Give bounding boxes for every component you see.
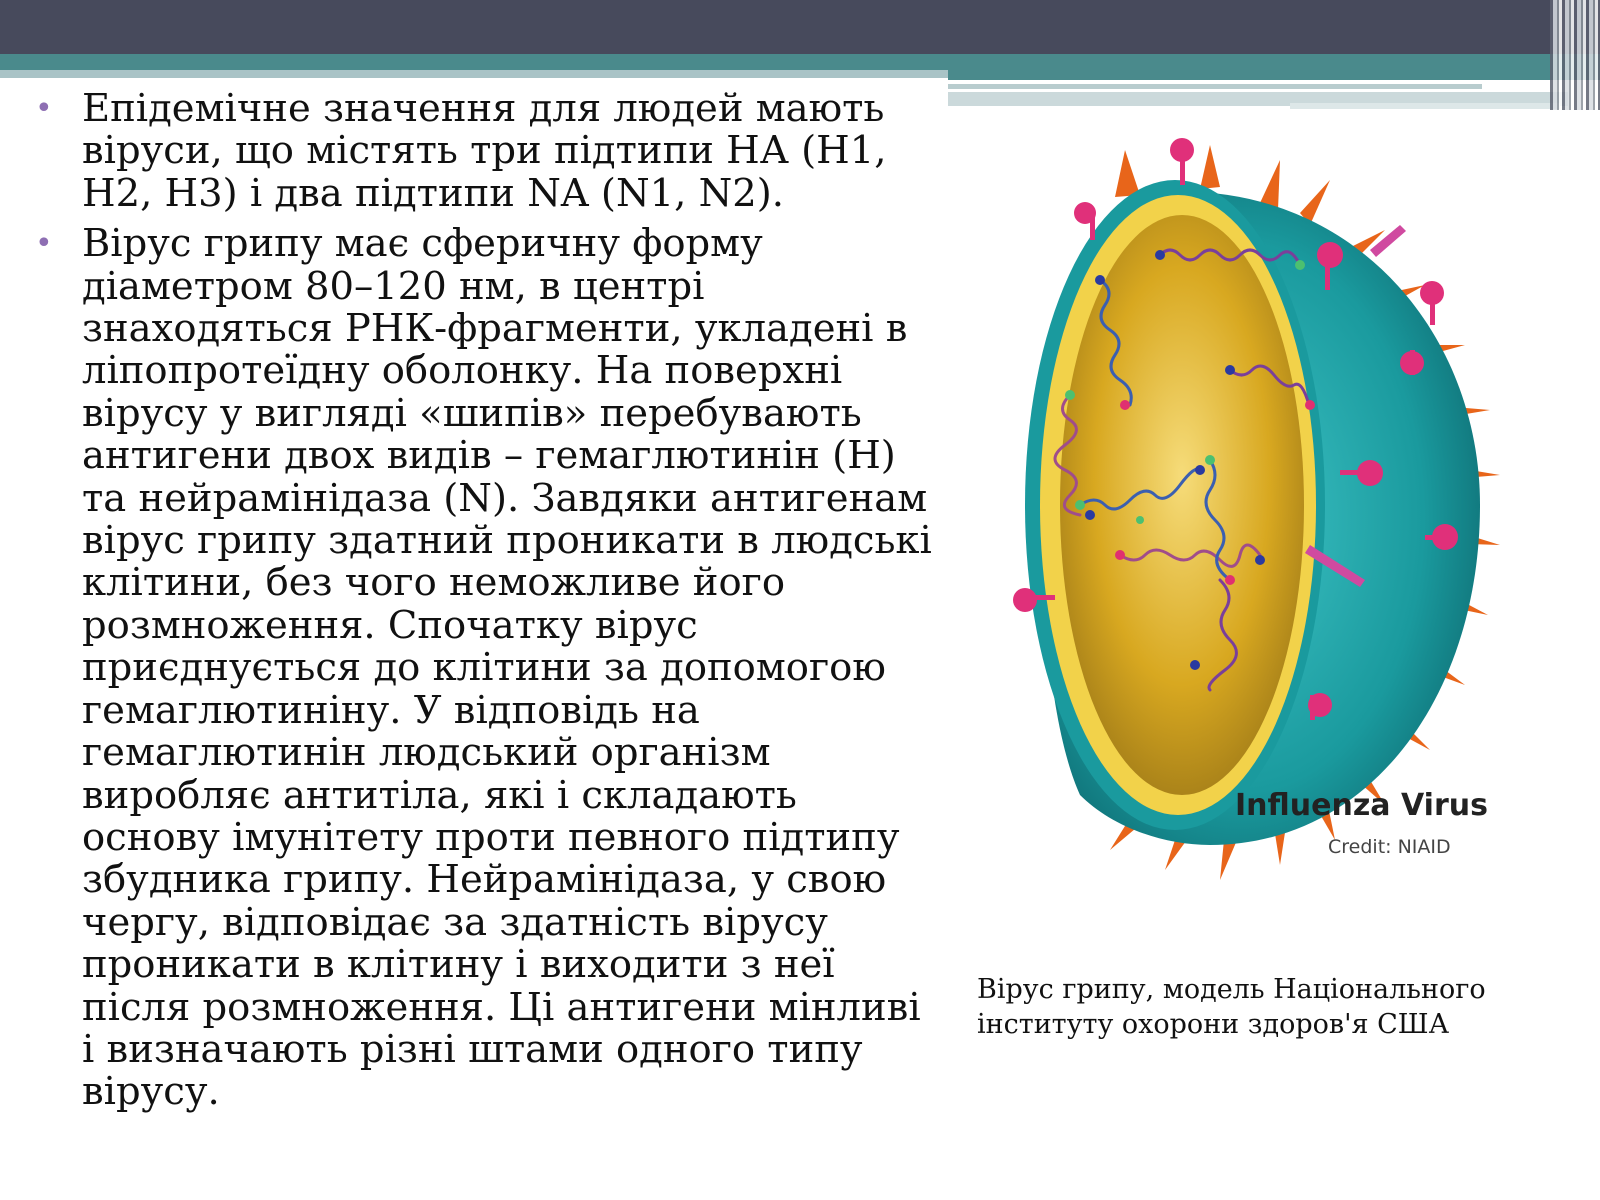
header-bar-dark [0,0,1600,54]
bullet-text: Вірус грипу має сферичну форму діаметром 80–120 нм, в центрі знаходяться РНК-фрагменти, укладені в ліпопротеїдну оболонку. На поверхні вірусу у вигляді «шипів» перебувають антигени двох видів – гемаглютинін (Н) та нейрамінідаза (N). Завдяки антигенам вірус грипу здатний проникати в людські клітини, без чого неможливе його розмноження. Спочатку вірус приєднується до клітини за допомогою гемаглютиніну. У відповідь на гемаглютинін людський організм виробляє антитіла, які і складають основу імунітету проти певного підтипу збудника грипу. Нейрамінідаза, у свою чергу, відповідає за здатність вірусу проникати в клітину і виходити з неї після розмноження. Ці антигени мінливі і визначають різні штами одного типу вірусу. [82,221,932,1115]
figure-title: Influenza Virus [1235,788,1488,823]
bullet-item [30,88,935,215]
bullet-text: Епідемічне значення для людей мають віруси, що містять три підтипи НА (Н1, Н2, Н3) і два підтипи NA (N1, N2). [82,86,887,216]
figure-caption: Вірус грипу, модель Національного інституту охорони здоров'я США [977,974,1486,1040]
bullet-icon: • [35,226,53,262]
header-bar-teal-right [948,70,1600,80]
influenza-virus-icon [1010,125,1550,890]
slide-text [30,88,935,1122]
influenza-virus-figure [1010,125,1550,890]
bullet-icon: • [35,91,53,126]
virus-core [1060,215,1304,795]
figure-credit: Credit: NIAID [1328,836,1451,858]
header-bar-light-right [948,84,1482,89]
header-bar-light-right-3 [1290,103,1560,109]
header-bar-light [0,70,948,78]
bullet-item [30,223,935,1114]
header-bar-teal [0,54,1600,70]
header-stripes [1550,0,1600,110]
